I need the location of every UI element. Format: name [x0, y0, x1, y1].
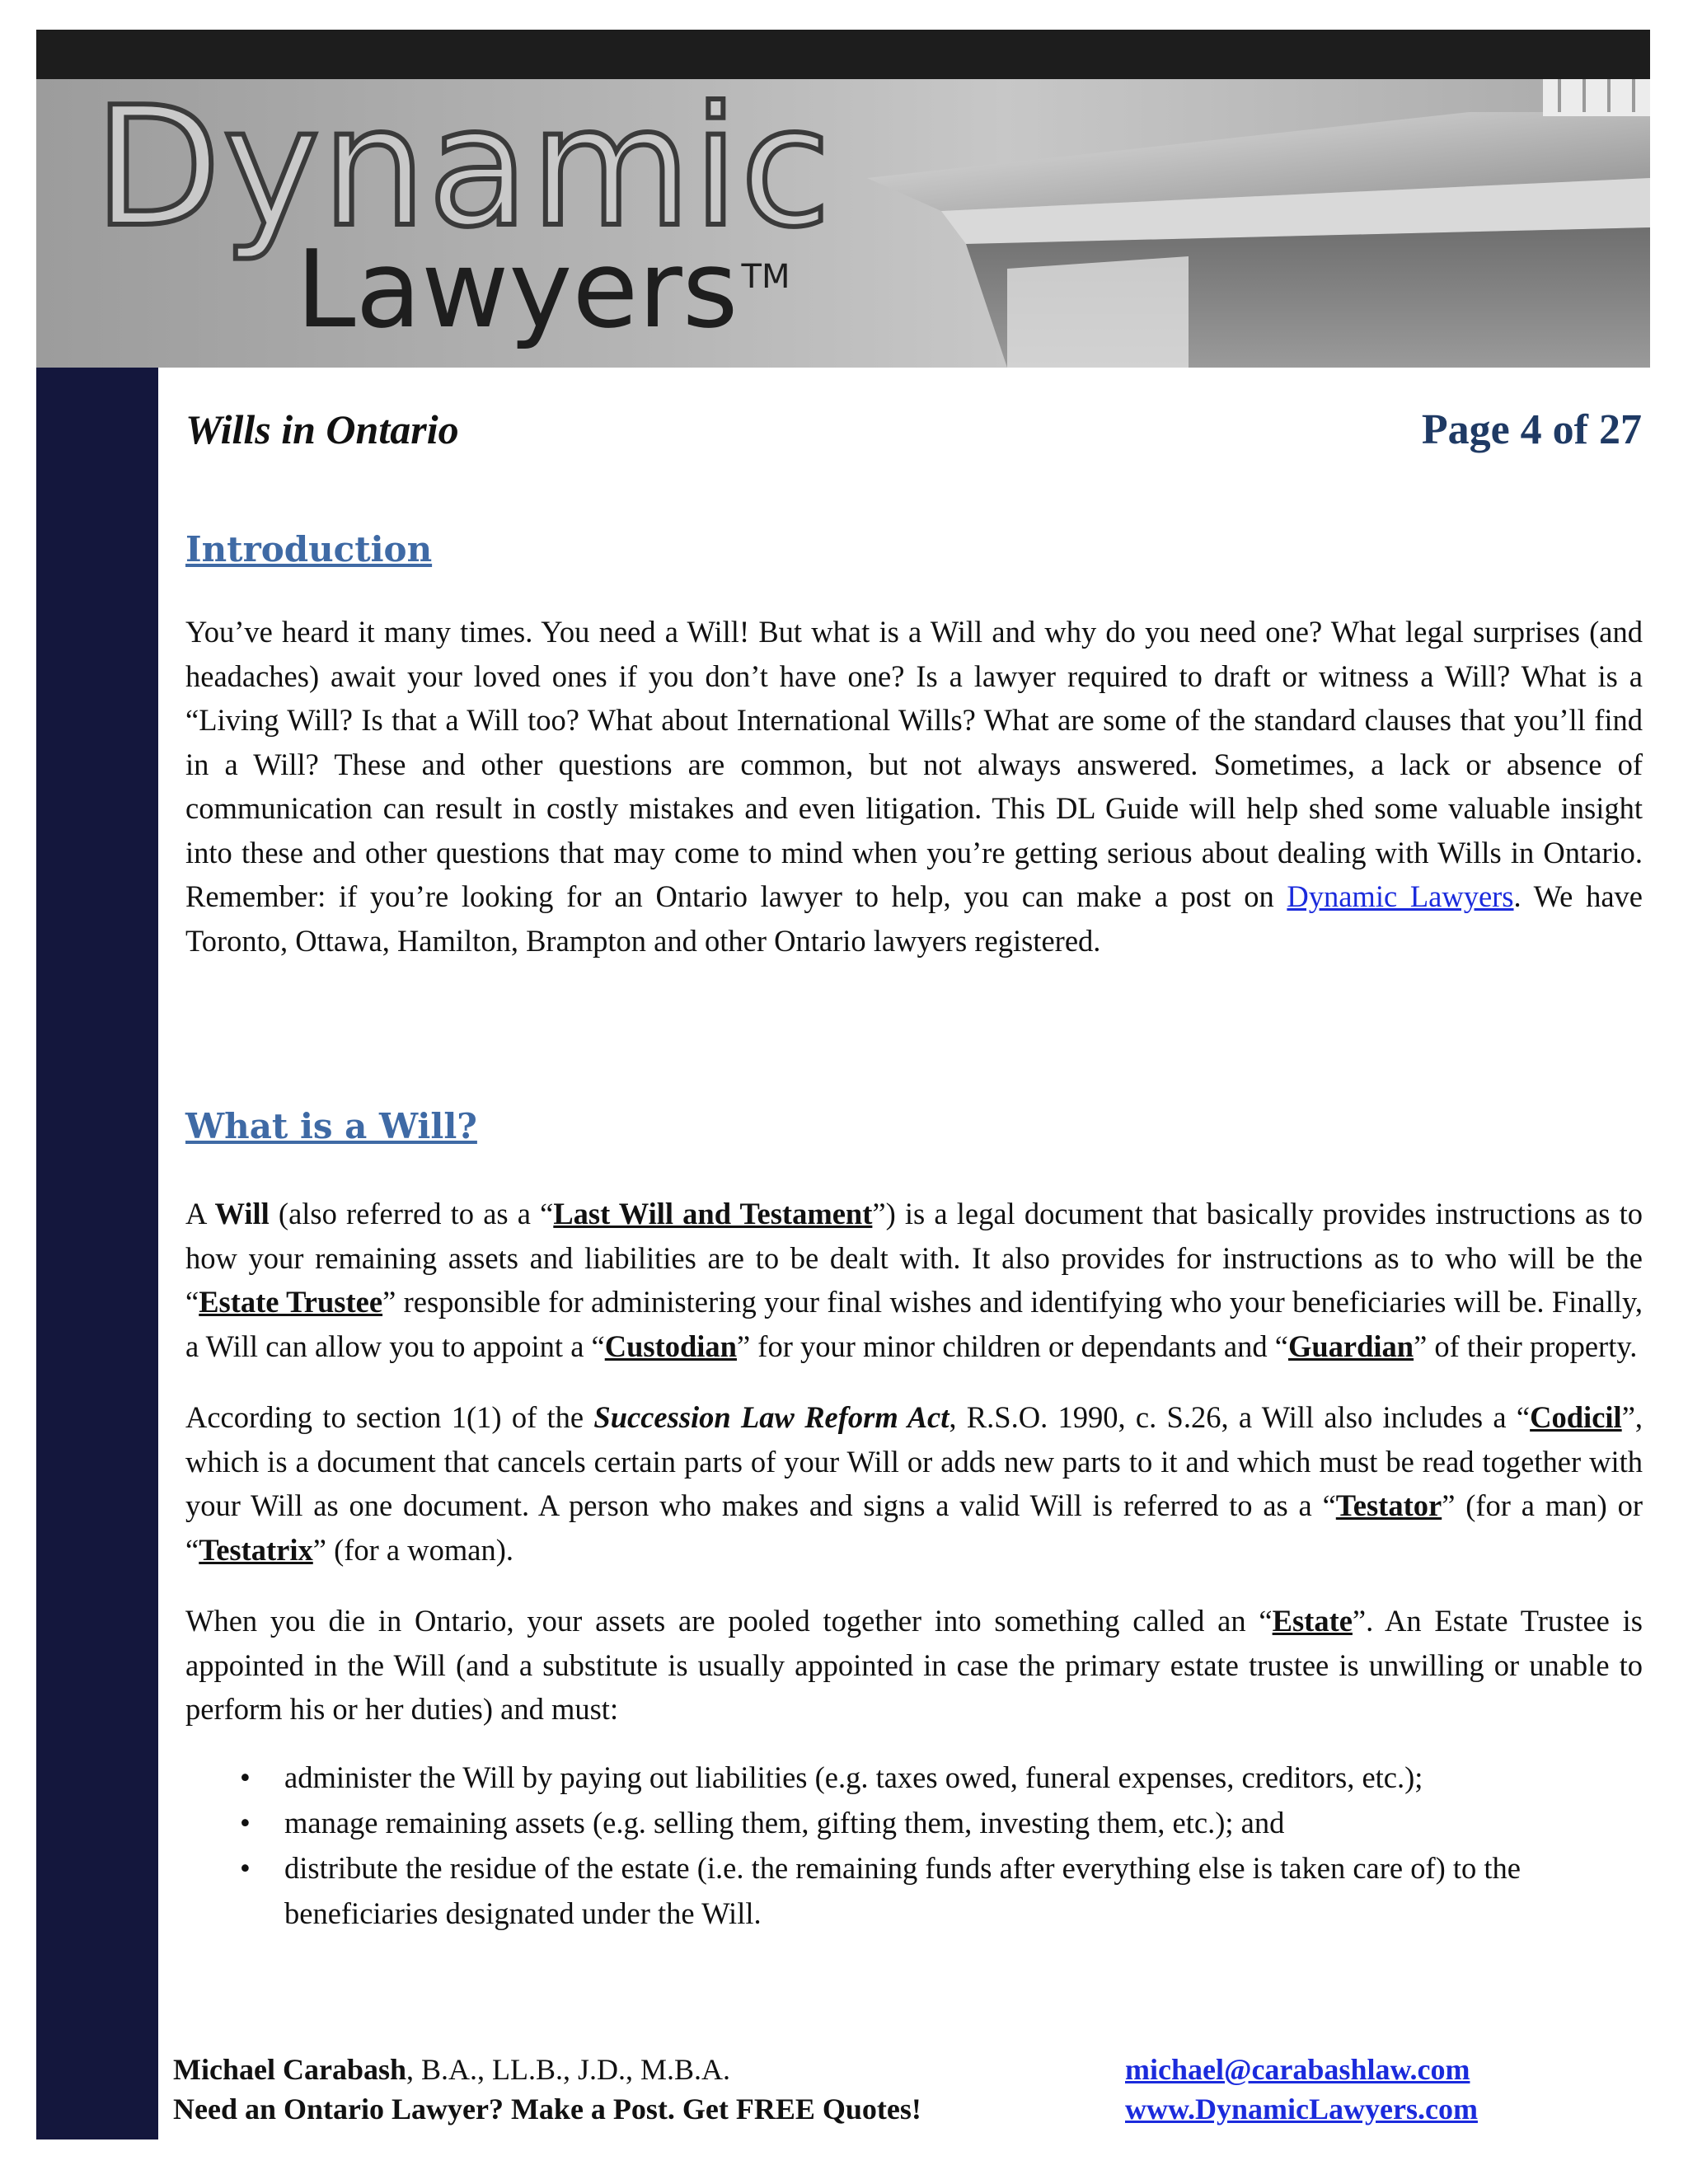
term-custodian: Custodian — [604, 1329, 737, 1363]
list-item — [185, 1845, 1643, 1936]
text: ” of their property. — [1414, 1329, 1638, 1363]
text: According to section 1(1) of the — [185, 1400, 594, 1434]
intro-paragraph — [185, 610, 1643, 963]
term-last-will: Last Will and Testament — [553, 1197, 873, 1230]
term-will: Will — [214, 1197, 270, 1230]
intro-section — [185, 610, 1643, 963]
intro-text: You’ve heard it many times. You need a Will! But what is a Will and why do you need one? What legal surprises (and headaches) await your loved ones if you don’t have one? Is a lawyer required to draft or witness a Will? What is a “Living Will? Is that a Will too? What about International Wills? What are some of the standard clauses that you’ll find in a Will? These and other questions are common, but not always answered. Sometimes, a lack or absence of communication can result in costly mistakes and even litigation. This DL Guide will help shed some valuable insight into these and other questions that may come to mind when you’re getting serious about dealing with Wills in Ontario. Remember: if you’re looking for an Ontario lawyer to help, you can make a post on — [185, 615, 1643, 913]
term-testatrix: Testatrix — [199, 1532, 313, 1567]
term-guardian: Guardian — [1287, 1329, 1414, 1363]
author-name: Michael Carabash — [173, 2053, 406, 2086]
column-image — [842, 79, 1650, 368]
bullet-icon: • — [240, 1760, 251, 1794]
text: ” (for a man) or “ — [185, 1488, 1643, 1567]
bullet-icon: • — [240, 1805, 251, 1840]
page-number: Page 4 of 27 — [1421, 406, 1642, 453]
will-definition-paragraph — [185, 1192, 1643, 1368]
left-sidebar-bar — [36, 368, 158, 2139]
text: (also referred to as a “ — [269, 1197, 554, 1230]
list-item-text: manage remaining assets (e.g. selling them, gifting them, investing them, etc.); and — [284, 1805, 1285, 1840]
list-item — [185, 1800, 1643, 1845]
dynamic-lawyers-link[interactable]: Dynamic Lawyers — [1287, 879, 1514, 913]
logo-lawyers-text — [296, 227, 790, 352]
text: ” (for a woman). — [312, 1532, 513, 1567]
text: ”. An Estate Trustee is appointed in the Will (and a substitute is usually appointed in case the primary estate trustee is unwilling or unable to perform his or her duties) and must: — [185, 1604, 1643, 1726]
term-estate-trustee: Estate Trustee — [199, 1285, 383, 1319]
website-link[interactable]: www.DynamicLawyers.com — [1125, 2093, 1478, 2125]
estate-paragraph — [185, 1599, 1643, 1732]
footer-line-1 — [173, 2052, 1657, 2087]
author-credentials: , B.A., LL.B., J.D., M.B.A. — [406, 2053, 731, 2086]
term-testator: Testator — [1335, 1488, 1442, 1522]
logo-lawyers-word: Lawyers — [296, 227, 738, 352]
document-title: Wills in Ontario — [185, 406, 459, 452]
footer-line-2 — [173, 2092, 1657, 2126]
act-name: Succession Law Reform Act — [593, 1400, 950, 1434]
term-estate: Estate — [1272, 1604, 1353, 1638]
text: ”, which is a document that cancels certain parts of your Will or adds new parts to it and which must be read together with your Will as one document. A person who makes and signs a valid Will is referred to as a “ — [185, 1400, 1643, 1522]
codicil-paragraph — [185, 1395, 1643, 1572]
text: When you die in Ontario, your assets are pooled together into something called an “ — [185, 1604, 1273, 1638]
introduction-heading: Introduction — [185, 529, 433, 569]
header-banner — [36, 79, 1650, 368]
list-item-text: administer the Will by paying out liabilities (e.g. taxes owed, funeral expenses, creditors, etc.); — [284, 1760, 1423, 1794]
top-dark-bar — [36, 30, 1650, 79]
text: ”) is a legal document that basically provides instructions as to how your remaining assets and liabilities are to be dealt with. It also provides for instructions as to who will be the “ — [185, 1197, 1643, 1319]
trustee-duties-list — [185, 1755, 1643, 1936]
text: ” responsible for administering your final wishes and identifying who your beneficiaries will be. Finally, a Will can allow you to appoint a “ — [185, 1285, 1643, 1363]
what-is-heading-wrap — [185, 1106, 1643, 1146]
email-link[interactable]: michael@carabashlaw.com — [1125, 2053, 1470, 2086]
logo-dynamic-text: Dynamic — [94, 79, 833, 264]
term-codicil: Codicil — [1530, 1400, 1622, 1434]
what-is-a-will-heading: What is a Will? — [185, 1106, 477, 1146]
footer-tagline: Need an Ontario Lawyer? Make a Post. Get FREE Quotes! — [173, 2093, 921, 2125]
text: , R.S.O. 1990, c. S.26, a Will also includes a “ — [949, 1400, 1531, 1434]
list-item-text: distribute the residue of the estate (i.e. the remaining funds after everything else is taken care of) to the beneficiaries designated under the Will. — [284, 1850, 1521, 1930]
list-item — [185, 1755, 1643, 1800]
intro-heading-wrap — [185, 529, 1643, 569]
text: ” for your minor children or dependants and “ — [736, 1329, 1288, 1363]
bullet-icon: • — [240, 1850, 251, 1885]
what-is-section — [185, 1192, 1643, 1936]
logo-tm: TM — [741, 258, 790, 296]
text: A — [185, 1197, 215, 1230]
intro-text-end: . We have Toronto, Ottawa, Hamilton, Brampton and other Ontario lawyers registered. — [185, 879, 1643, 958]
